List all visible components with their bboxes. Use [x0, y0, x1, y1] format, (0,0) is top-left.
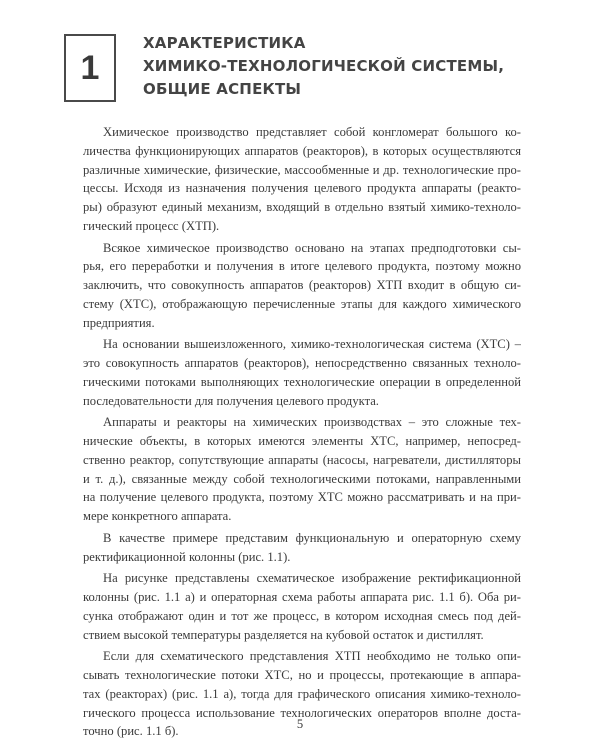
text-line: предприятия. [83, 315, 155, 330]
text-line: различные химические, физические, массообменные и др. технологические про- [83, 162, 521, 177]
text-line: Химическое производство представляет собой конгломерат большого ко- [103, 125, 521, 139]
text-line: Если для схематического представления ХТП необходимо не только опи- [103, 649, 521, 664]
chapter-title-line: ОБЩИЕ АСПЕКТЫ [143, 80, 302, 98]
text-line: колонны (рис. 1.1 а) и операторная схема работы аппарата рис. 1.1 б). Оба ри- [83, 590, 521, 604]
text-line: заключить, что совокупность аппаратов (реакторов) ХТП входит в общую си- [83, 278, 521, 292]
chapter-title-line: ХАРАКТЕРИСТИКА [143, 34, 306, 52]
paragraph [83, 239, 521, 333]
chapter-number-box [64, 34, 116, 102]
paragraph [83, 529, 521, 567]
text-line: гическими потоками выполняющих технологические операции в определенной [83, 374, 521, 389]
text-line: На рисунке представлены схематическое изображение ректификационной [103, 571, 521, 586]
text-line: тах (реакторах) (рис. 1.1 а), тогда для графического описания химико-техноло- [83, 686, 521, 701]
text-line: ры) образуют единый механизм, входящий в отдельно взятый химико-техноло- [83, 200, 521, 214]
text-line: стему (ХТС), отображающую перечисленные этапы для каждого химического [83, 296, 521, 311]
text-line: на получение целевого продукта, поэтому ХТС можно рассматривать и на при- [83, 490, 521, 505]
text-line: ректификационной колонны (рис. 1.1). [83, 549, 291, 564]
text-line: и т. д.), связанные между собой технологическими потоками, направленными [83, 471, 521, 486]
text-line: На основании вышеизложенного, химико-технологическая система (ХТС) – [103, 337, 521, 352]
text-line: это совокупность аппаратов (реакторов), непосредственно связанных техноло- [83, 356, 521, 370]
text-line: личества функционирующих аппаратов (реакторов), в которых осуществляются [83, 143, 521, 158]
text-line: сунка отображают один и тот же процесс, в котором исходная смесь под дей- [83, 608, 521, 623]
text-line: последовательности для получения целевого продукта. [83, 393, 379, 408]
text-line: точно (рис. 1.1 б). [83, 724, 179, 739]
text-line: сывать технологические потоки ХТС, но и процессы, протекающие в аппара- [83, 668, 521, 682]
paragraph [83, 335, 521, 410]
text-line: ствием высокой температуры разделяется на кубовой остаток и дистиллят. [83, 627, 484, 642]
text-line: нические объекты, в которых имеются элементы ХТС, например, непосред- [83, 434, 521, 448]
chapter-title [143, 32, 543, 101]
text-line: ственно реактор, сопутствующие аппараты (насосы, нагреватели, дистилляторы [83, 452, 521, 467]
paragraph [83, 569, 521, 644]
text-line: мере конкретного аппарата. [83, 509, 232, 523]
text-line: гического процесса использование технологических операторов вполне доста- [83, 705, 521, 720]
text-line: Аппараты и реакторы на химических производствах – это сложные тех- [103, 415, 521, 430]
text-line: рья, его переработки и получения в итоге целевого продукта, поэтому можно [83, 259, 521, 274]
text-line: Всякое химическое производство основано на этапах предподготовки сы- [103, 240, 521, 255]
chapter-title-line: ХИМИКО-ТЕХНОЛОГИЧЕСКОЙ СИСТЕМЫ, [143, 57, 505, 75]
text-line: В качестве примере представим функциональную и операторную схему [103, 530, 521, 545]
text-line: гический процесс (ХТП). [83, 218, 220, 233]
body-text [83, 123, 521, 744]
chapter-number: 1 [80, 48, 100, 87]
paragraph [83, 413, 521, 526]
paragraph [83, 123, 521, 236]
page-number: 5 [296, 717, 304, 731]
text-line: цессы. Исходя из назначения получения целевого продукта аппараты (реакто- [83, 181, 521, 196]
